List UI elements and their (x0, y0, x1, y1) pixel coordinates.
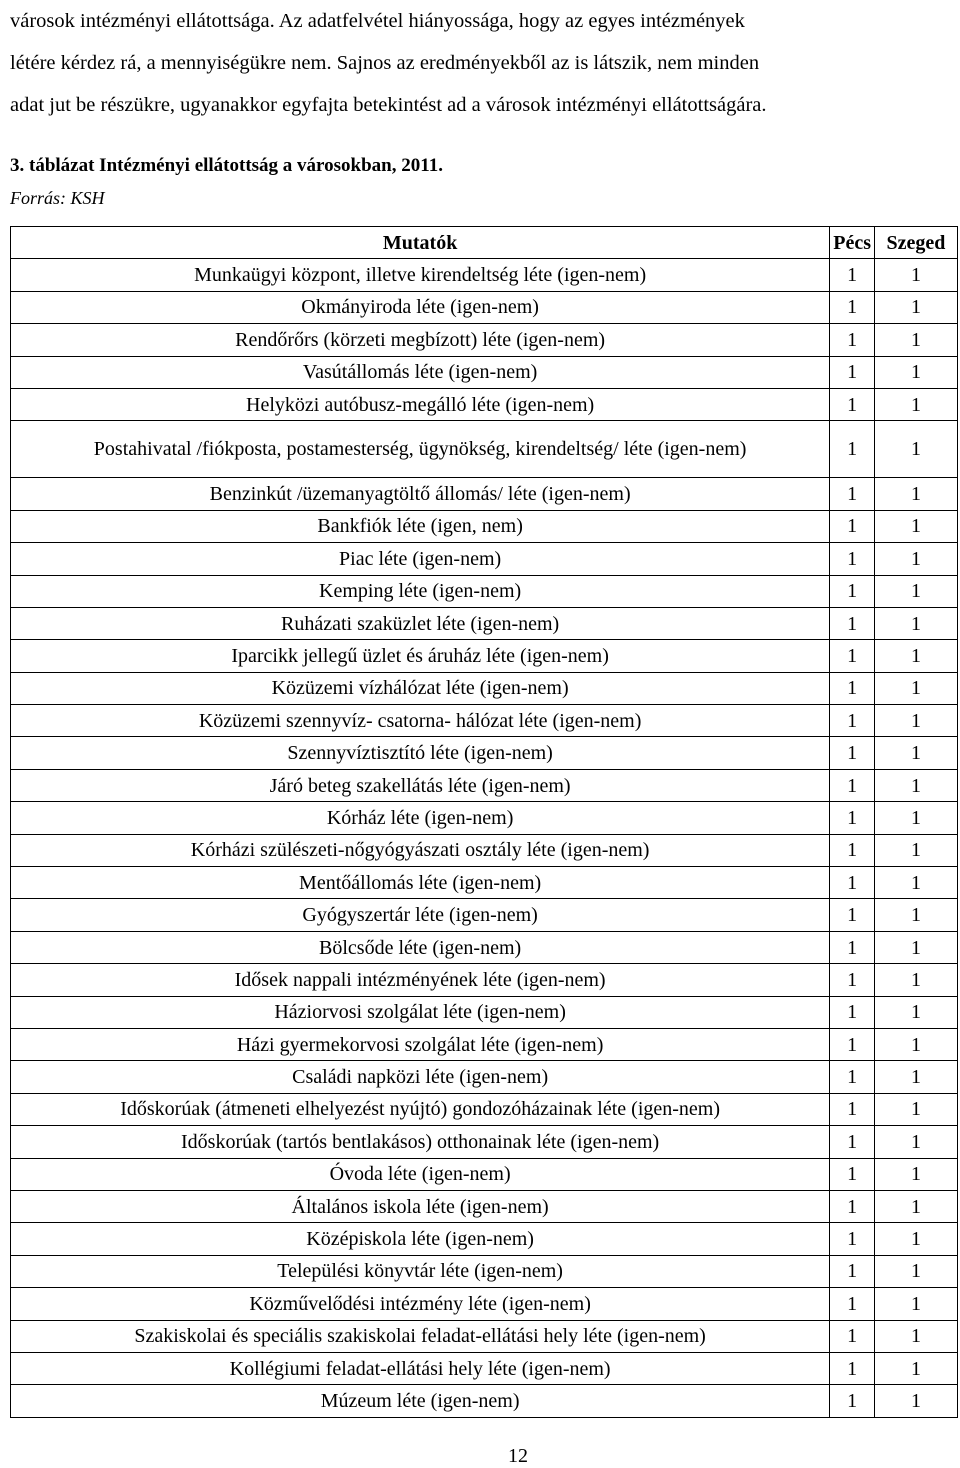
indicator-cell: Helyközi autóbusz-megálló léte (igen-nem) (11, 388, 830, 420)
table-row (11, 1223, 958, 1255)
szeged-value-cell: 1 (875, 640, 958, 672)
table-row (11, 607, 958, 639)
table-row (11, 1288, 958, 1320)
szeged-value-cell: 1 (875, 867, 958, 899)
table-source: Forrás: KSH (10, 188, 105, 208)
pecs-value-cell: 1 (830, 421, 875, 478)
szeged-value-cell: 1 (875, 1093, 958, 1125)
table-row (11, 478, 958, 510)
table-row (11, 802, 958, 834)
indicator-cell: Piac léte (igen-nem) (11, 543, 830, 575)
indicator-cell: Postahivatal /fiókposta, postamesterség, ügynökség, kirendeltség/ léte (igen-nem) (11, 421, 830, 478)
indicator-cell: Közüzemi szennyvíz- csatorna- hálózat léte (igen-nem) (11, 705, 830, 737)
indicator-cell: Benzinkút /üzemanyagtöltő állomás/ léte (igen-nem) (11, 478, 830, 510)
szeged-value-cell: 1 (875, 1352, 958, 1384)
column-header-indicators: Mutatók (11, 227, 830, 259)
pecs-value-cell: 1 (830, 1158, 875, 1190)
table-row (11, 931, 958, 963)
table-row (11, 834, 958, 866)
pecs-value-cell: 1 (830, 737, 875, 769)
table-row (11, 1126, 958, 1158)
indicator-cell: Járó beteg szakellátás léte (igen-nem) (11, 769, 830, 801)
szeged-value-cell: 1 (875, 1126, 958, 1158)
indicator-cell: Múzeum léte (igen-nem) (11, 1385, 830, 1417)
indicator-cell: Kemping léte (igen-nem) (11, 575, 830, 607)
szeged-value-cell: 1 (875, 1288, 958, 1320)
column-header-pecs: Pécs (830, 227, 875, 259)
table-row (11, 388, 958, 420)
szeged-value-cell: 1 (875, 324, 958, 356)
szeged-value-cell: 1 (875, 421, 958, 478)
szeged-value-cell: 1 (875, 510, 958, 542)
pecs-value-cell: 1 (830, 672, 875, 704)
indicator-cell: Családi napközi léte (igen-nem) (11, 1061, 830, 1093)
szeged-value-cell: 1 (875, 1028, 958, 1060)
indicator-cell: Időskorúak (átmeneti elhelyezést nyújtó) gondozóházainak léte (igen-nem) (11, 1093, 830, 1125)
indicator-cell: Kórház léte (igen-nem) (11, 802, 830, 834)
pecs-value-cell: 1 (830, 607, 875, 639)
indicator-cell: Szennyvíztisztító léte (igen-nem) (11, 737, 830, 769)
pecs-value-cell: 1 (830, 1126, 875, 1158)
szeged-value-cell: 1 (875, 737, 958, 769)
intro-line: adat jut be részükre, ugyanakkor egyfajta betekintést ad a városok intézményi ellátottságára. (10, 94, 767, 116)
indicator-cell: Iparcikk jellegű üzlet és áruház léte (igen-nem) (11, 640, 830, 672)
table-row (11, 1190, 958, 1222)
pecs-value-cell: 1 (830, 931, 875, 963)
szeged-value-cell: 1 (875, 996, 958, 1028)
table-row (11, 1385, 958, 1417)
pecs-value-cell: 1 (830, 356, 875, 388)
pecs-value-cell: 1 (830, 478, 875, 510)
szeged-value-cell: 1 (875, 1320, 958, 1352)
indicator-cell: Középiskola léte (igen-nem) (11, 1223, 830, 1255)
indicator-cell: Közüzemi vízhálózat léte (igen-nem) (11, 672, 830, 704)
pecs-value-cell: 1 (830, 1255, 875, 1287)
indicator-cell: Háziorvosi szolgálat léte (igen-nem) (11, 996, 830, 1028)
pecs-value-cell: 1 (830, 1385, 875, 1417)
indicator-cell: Időskorúak (tartós bentlakásos) otthonainak léte (igen-nem) (11, 1126, 830, 1158)
table-row (11, 899, 958, 931)
szeged-value-cell: 1 (875, 1158, 958, 1190)
intro-line: létére kérdez rá, a mennyiségükre nem. Sajnos az eredményekből az is látszik, nem minden (10, 52, 760, 74)
institution-table (10, 226, 958, 1418)
pecs-value-cell: 1 (830, 1223, 875, 1255)
table-row (11, 672, 958, 704)
szeged-value-cell: 1 (875, 834, 958, 866)
table-row (11, 964, 958, 996)
indicator-cell: Szakiskolai és speciális szakiskolai feladat-ellátási hely léte (igen-nem) (11, 1320, 830, 1352)
indicator-cell: Vasútállomás léte (igen-nem) (11, 356, 830, 388)
szeged-value-cell: 1 (875, 1255, 958, 1287)
indicator-cell: Kollégiumi feladat-ellátási hely léte (igen-nem) (11, 1352, 830, 1384)
pecs-value-cell: 1 (830, 964, 875, 996)
pecs-value-cell: 1 (830, 259, 875, 291)
indicator-cell: Bankfiók léte (igen, nem) (11, 510, 830, 542)
table-row (11, 259, 958, 291)
table-row (11, 1061, 958, 1093)
table-row (11, 575, 958, 607)
table-row (11, 1028, 958, 1060)
pecs-value-cell: 1 (830, 575, 875, 607)
szeged-value-cell: 1 (875, 478, 958, 510)
intro-paragraph (10, 0, 955, 126)
indicator-cell: Rendőrőrs (körzeti megbízott) léte (igen-nem) (11, 324, 830, 356)
indicator-cell: Ruházati szaküzlet léte (igen-nem) (11, 607, 830, 639)
indicator-cell: Óvoda léte (igen-nem) (11, 1158, 830, 1190)
szeged-value-cell: 1 (875, 575, 958, 607)
indicator-cell: Települési könyvtár léte (igen-nem) (11, 1255, 830, 1287)
pecs-value-cell: 1 (830, 1061, 875, 1093)
table-row (11, 543, 958, 575)
indicator-cell: Általános iskola léte (igen-nem) (11, 1190, 830, 1222)
pecs-value-cell: 1 (830, 867, 875, 899)
table-row (11, 705, 958, 737)
indicator-cell: Gyógyszertár léte (igen-nem) (11, 899, 830, 931)
szeged-value-cell: 1 (875, 1190, 958, 1222)
szeged-value-cell: 1 (875, 388, 958, 420)
table-row (11, 1255, 958, 1287)
table-header-row (11, 227, 958, 259)
indicator-cell: Bölcsőde léte (igen-nem) (11, 931, 830, 963)
column-header-szeged: Szeged (875, 227, 958, 259)
indicator-cell: Okmányiroda léte (igen-nem) (11, 291, 830, 323)
table-row (11, 1093, 958, 1125)
pecs-value-cell: 1 (830, 996, 875, 1028)
indicator-cell: Munkaügyi központ, illetve kirendeltség léte (igen-nem) (11, 259, 830, 291)
page-number: 12 (508, 1445, 528, 1467)
szeged-value-cell: 1 (875, 607, 958, 639)
szeged-value-cell: 1 (875, 259, 958, 291)
indicator-cell: Közművelődési intézmény léte (igen-nem) (11, 1288, 830, 1320)
szeged-value-cell: 1 (875, 899, 958, 931)
pecs-value-cell: 1 (830, 543, 875, 575)
table-row (11, 356, 958, 388)
table-row (11, 640, 958, 672)
table-row (11, 867, 958, 899)
table-caption: 3. táblázat Intézményi ellátottság a városokban, 2011. (10, 155, 443, 176)
pecs-value-cell: 1 (830, 510, 875, 542)
szeged-value-cell: 1 (875, 1061, 958, 1093)
table-row (11, 1158, 958, 1190)
indicator-cell: Idősek nappali intézményének léte (igen-nem) (11, 964, 830, 996)
indicator-cell: Kórházi szülészeti-nőgyógyászati osztály léte (igen-nem) (11, 834, 830, 866)
table-row (11, 996, 958, 1028)
szeged-value-cell: 1 (875, 672, 958, 704)
pecs-value-cell: 1 (830, 705, 875, 737)
pecs-value-cell: 1 (830, 291, 875, 323)
table-row (11, 737, 958, 769)
szeged-value-cell: 1 (875, 291, 958, 323)
table-row (11, 324, 958, 356)
table-row (11, 1320, 958, 1352)
pecs-value-cell: 1 (830, 1320, 875, 1352)
szeged-value-cell: 1 (875, 964, 958, 996)
szeged-value-cell: 1 (875, 802, 958, 834)
pecs-value-cell: 1 (830, 640, 875, 672)
szeged-value-cell: 1 (875, 769, 958, 801)
intro-line: városok intézményi ellátottsága. Az adatfelvétel hiányossága, hogy az egyes intézmények (10, 10, 745, 32)
pecs-value-cell: 1 (830, 324, 875, 356)
szeged-value-cell: 1 (875, 1223, 958, 1255)
pecs-value-cell: 1 (830, 1028, 875, 1060)
pecs-value-cell: 1 (830, 834, 875, 866)
table-row (11, 291, 958, 323)
indicator-cell: Mentőállomás léte (igen-nem) (11, 867, 830, 899)
szeged-value-cell: 1 (875, 931, 958, 963)
pecs-value-cell: 1 (830, 1352, 875, 1384)
szeged-value-cell: 1 (875, 543, 958, 575)
indicator-cell: Házi gyermekorvosi szolgálat léte (igen-nem) (11, 1028, 830, 1060)
szeged-value-cell: 1 (875, 356, 958, 388)
pecs-value-cell: 1 (830, 769, 875, 801)
pecs-value-cell: 1 (830, 1093, 875, 1125)
szeged-value-cell: 1 (875, 705, 958, 737)
pecs-value-cell: 1 (830, 1288, 875, 1320)
table-body (11, 259, 958, 1417)
table-row (11, 1352, 958, 1384)
pecs-value-cell: 1 (830, 388, 875, 420)
pecs-value-cell: 1 (830, 802, 875, 834)
table-row (11, 510, 958, 542)
pecs-value-cell: 1 (830, 899, 875, 931)
table-row (11, 421, 958, 478)
table-row (11, 769, 958, 801)
szeged-value-cell: 1 (875, 1385, 958, 1417)
pecs-value-cell: 1 (830, 1190, 875, 1222)
